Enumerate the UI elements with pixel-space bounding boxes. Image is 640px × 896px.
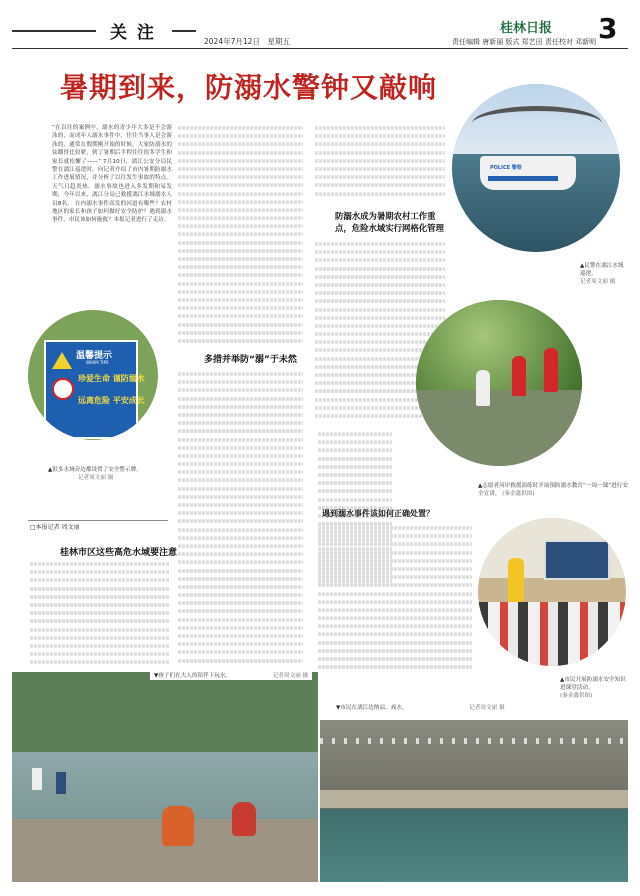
text-line [178, 421, 303, 425]
text-line [315, 151, 445, 155]
text-line [178, 413, 303, 417]
text-line [318, 584, 472, 588]
intro-paragraph-2: 天气日趋炎热，溺水事故也进入多发期和易发期，今年以来，漓江分局已救援漓江水域溺水人员8名。 [52, 183, 172, 207]
sign-line-1: 珍爱生命 谨防溺水 [78, 374, 145, 383]
body-text-col-3d [318, 524, 472, 674]
text-line [178, 552, 303, 556]
text-line [178, 569, 303, 573]
text-line [318, 449, 392, 453]
text-line [178, 298, 303, 302]
text-line [315, 184, 445, 188]
kids-playing-water-photo [12, 672, 318, 882]
text-line [318, 490, 392, 494]
rescue-caption [478, 482, 628, 498]
boat-caption-text: ▲民警在漓江水域巡逻。 [580, 263, 624, 277]
text-line [315, 134, 445, 138]
text-line [178, 126, 303, 130]
sign-caption-credit: 记者周文丽 摄 [78, 475, 114, 481]
boat-caption [580, 262, 628, 286]
text-line [318, 608, 472, 612]
text-line [318, 473, 392, 477]
police-boat-photo [452, 84, 620, 252]
text-line [178, 438, 303, 442]
warning-triangle-icon [52, 352, 72, 369]
text-line [178, 241, 303, 245]
page-number: 3 [598, 12, 618, 45]
riverside-cooling-photo [320, 720, 628, 882]
text-line [178, 520, 303, 524]
teacher-figure [508, 558, 524, 602]
text-line [178, 380, 303, 384]
text-line [315, 167, 445, 171]
text-line [30, 587, 170, 591]
text-line [178, 143, 303, 147]
text-line [30, 579, 170, 583]
class-caption-text: ▲市民开展防溺水安全知识进课堂活动。 [560, 677, 626, 691]
section-title: 关 注 [110, 23, 156, 43]
sign-title: 温馨提示 [76, 351, 113, 361]
text-line [178, 561, 303, 565]
sign-board [44, 340, 145, 439]
text-line [30, 603, 170, 607]
text-line [178, 536, 303, 540]
text-line [318, 657, 472, 661]
rescue-drill-photo [416, 300, 582, 466]
text-line [178, 610, 303, 614]
text-line [178, 495, 303, 499]
bottom-left-caption-credit: 记者周文丽 摄 [272, 673, 309, 679]
text-line [178, 593, 303, 597]
text-line [318, 633, 472, 637]
text-line [315, 143, 445, 147]
text-line [30, 661, 170, 665]
masthead-rule-mid [172, 30, 196, 32]
text-line [318, 600, 472, 604]
text-line [178, 265, 303, 269]
volunteer-figure-2 [544, 348, 558, 392]
text-line [178, 503, 303, 507]
body-text-col-2b [178, 370, 303, 672]
text-line [178, 175, 303, 179]
text-line [178, 397, 303, 401]
text-line [315, 283, 445, 287]
text-line [318, 625, 472, 629]
bottom-right-caption-credit: 记者周文丽 摄 [469, 705, 505, 711]
text-line [318, 457, 392, 461]
rescue-caption-credit: (秦金鑫供图) [502, 491, 535, 497]
volunteer-figure [512, 356, 526, 396]
text-line [318, 551, 472, 555]
intro-paragraph: “在以往的案例中，溺水的青少年大多是不会游泳的，而成年人溺水事件中，往往当事人是会游泳的，通常在假期刚开始的时候，大家防溺水的弦绷得比较紧，到了暑期后半程往往很多学生和家长就松懈了——” 7月10日，漓江公安分局民警在漓江巡逻时，向记者介绍了市内暑期防溺水工作进展情况，并分析了以往发生事故的特点。 [52, 125, 172, 182]
text-line [178, 372, 303, 376]
text-line [178, 528, 303, 532]
text-line [178, 290, 303, 294]
text-line [178, 446, 303, 450]
text-line [178, 462, 303, 466]
text-line [178, 184, 303, 188]
text-line [178, 430, 303, 434]
text-line [30, 628, 170, 632]
boat-stripe [488, 176, 558, 181]
subhead-rural-grid: 防溺水成为暑期农村工作重点，危险水域实行网格化管理 [335, 211, 444, 233]
students [478, 602, 626, 666]
text-line [178, 339, 303, 343]
boat-lettering: POLICE 警察 [490, 165, 522, 171]
text-line [30, 611, 170, 615]
text-line [178, 257, 303, 261]
sign-subtitle: WARM TIPS [86, 360, 109, 365]
body-text-col-1b [30, 560, 170, 672]
masthead-rule-left [12, 30, 96, 32]
text-line [178, 389, 303, 393]
text-line [318, 641, 472, 645]
editor-credits: 责任编辑 唐新丽 版式 郑艺田 责任校对 邓新明 [452, 38, 597, 46]
text-line [315, 175, 445, 179]
text-line [30, 636, 170, 640]
text-line [318, 432, 392, 436]
text-line [318, 526, 472, 530]
text-line [178, 192, 303, 196]
text-line [178, 642, 303, 646]
text-line [178, 331, 303, 335]
text-line [30, 562, 170, 566]
text-line [178, 323, 303, 327]
boat-caption-credit: 记者周文丽 摄 [580, 279, 616, 285]
text-line [30, 652, 170, 656]
text-line [318, 649, 472, 653]
text-line [318, 498, 392, 502]
text-line [30, 570, 170, 574]
projector-screen [544, 540, 610, 580]
text-line [318, 465, 392, 469]
warning-sign-photo [28, 310, 158, 440]
adult-figure [162, 806, 194, 846]
text-line [315, 250, 445, 254]
text-line [30, 595, 170, 599]
masthead-divider [12, 48, 628, 49]
text-line [178, 274, 303, 278]
stone-steps [320, 790, 628, 808]
railing [320, 738, 628, 744]
text-line [178, 618, 303, 622]
text-line [318, 575, 472, 579]
text-line [315, 126, 445, 130]
text-line [178, 634, 303, 638]
class-caption [560, 676, 628, 700]
text-line [318, 534, 472, 538]
text-line [30, 620, 170, 624]
text-line [178, 479, 303, 483]
text-line [178, 544, 303, 548]
text-line [315, 259, 445, 263]
police-boat [480, 156, 576, 190]
text-line [178, 471, 303, 475]
rescue-caption-text: ▲志愿者河岸救援演练时开展预防溺水教育“一周一课”进行安全宣讲。 [478, 483, 628, 497]
text-line [178, 159, 303, 163]
text-line [178, 602, 303, 606]
bottom-right-caption [336, 704, 505, 712]
text-line [315, 275, 445, 279]
text-line [178, 134, 303, 138]
text-line [178, 208, 303, 212]
text-line [318, 665, 472, 669]
child-figure [476, 370, 490, 406]
text-line [315, 242, 445, 246]
text-line [318, 567, 472, 571]
byline: □本报记者 周文丽 [30, 524, 80, 531]
text-line [318, 616, 472, 620]
sign-caption-text: ▲很多水域旁边都设置了安全警示牌。 [48, 467, 142, 473]
classroom-photo [478, 518, 626, 666]
text-line [178, 659, 303, 663]
sign-caption [48, 466, 166, 482]
adult-figure-2 [232, 802, 256, 836]
issue-date: 2024年7月12日 星期五 [204, 37, 290, 46]
text-line [178, 487, 303, 491]
byline-rule [28, 520, 168, 521]
text-line [178, 651, 303, 655]
text-line [178, 315, 303, 319]
text-line [178, 282, 303, 286]
text-line [178, 511, 303, 515]
subhead-handling: 遇到溺水事件该如何正确处置？ [322, 509, 434, 518]
newspaper-name: 桂林日报 [500, 21, 553, 36]
article-intro [52, 124, 172, 254]
text-line [178, 225, 303, 229]
child-figure-left [32, 768, 42, 790]
body-text-col-3a [315, 124, 445, 204]
text-line [318, 592, 472, 596]
text-line [178, 306, 303, 310]
text-line [178, 585, 303, 589]
sign-line-2: 远离危险 平安成长 [78, 396, 145, 405]
body-text-col-2a [178, 124, 303, 346]
text-line [318, 440, 392, 444]
text-line [178, 200, 303, 204]
text-line [178, 151, 303, 155]
text-line [178, 249, 303, 253]
no-swimming-icon [52, 378, 74, 400]
text-line [178, 167, 303, 171]
text-line [318, 543, 472, 547]
text-line [315, 267, 445, 271]
subhead-high-risk-waters: 桂林市区这些高危水域要注意 [60, 548, 178, 558]
intro-paragraph-3: 在内溺水事件高发的河道有哪些？农村地区的家长和孩子如何做好安全防护？遇到溺水事件，市民该如何施救？本报记者进行了走访。 [52, 200, 172, 224]
bridge-arch [472, 106, 602, 141]
text-line [318, 559, 472, 563]
article-headline: 暑期到来，防溺水警钟又敲响 [60, 71, 438, 104]
bottom-left-caption [150, 672, 312, 680]
text-line [178, 577, 303, 581]
bottom-left-caption-text: ▼孩子们在大人的陪伴下玩水。 [154, 673, 232, 679]
bottom-right-caption-text: ▼市民在漓江边纳凉、戏水。 [336, 705, 408, 711]
text-line [30, 644, 170, 648]
text-line [315, 291, 445, 295]
text-line [315, 159, 445, 163]
text-line [315, 192, 445, 196]
text-line [318, 481, 392, 485]
text-line [178, 626, 303, 630]
subhead-measures: 多措并举防“溺”于未然 [204, 355, 297, 365]
class-caption-credit: (秦金鑫供图) [560, 693, 593, 699]
text-line [178, 233, 303, 237]
text-line [178, 454, 303, 458]
child-figure-left-2 [56, 772, 66, 794]
text-line [178, 405, 303, 409]
text-line [178, 216, 303, 220]
riverbank [416, 390, 582, 466]
